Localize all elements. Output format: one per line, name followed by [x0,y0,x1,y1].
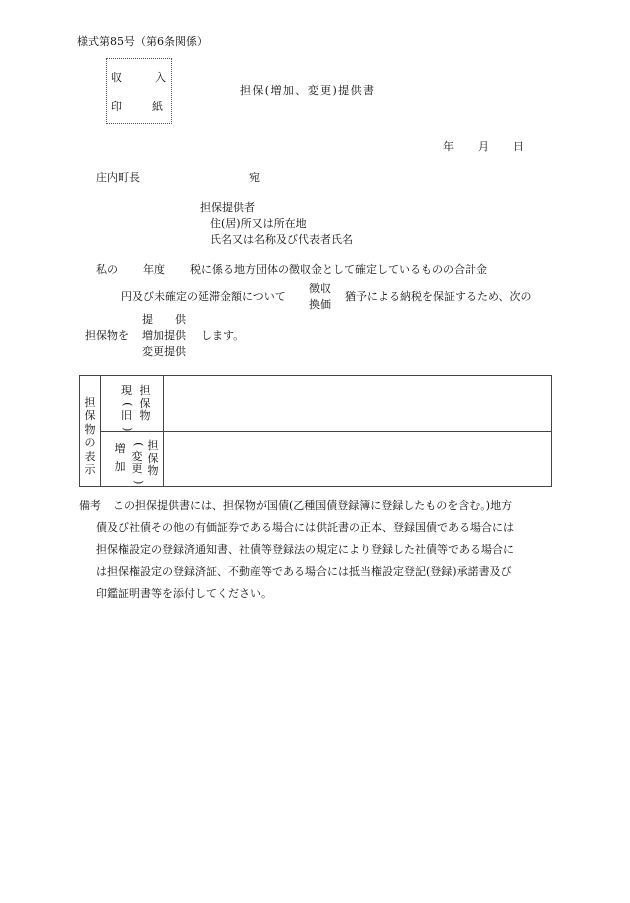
current-char: 現 [121,384,132,397]
stamp-label: 入 [155,71,166,84]
option-collection: 徴収 [309,282,331,295]
provider-heading: 担保提供者 [200,201,255,214]
remarks-line: は担保権設定の登録済証、不動産等である場合には抵当権設定登記(登録)承諾書及び [96,565,512,578]
body-text: 円及び未確定の延滞金額について [121,290,286,303]
provider-address-label: 住(居)所又は所在地 [210,217,307,230]
option-conversion: 換価 [309,298,331,311]
remarks-line: 債及び社債その他の有価証券である場合には供託書の正本、登録国債である場合には [96,521,514,534]
remarks-line: この担保提供書には、担保物が国債(乙種国債登録簿に登録したものを含む。)地方 [113,499,513,512]
collateral-side-label: 担保物の表示 [84,396,96,477]
body-text: 私の [96,263,118,276]
row-current-collateral-label: 担保物 [139,384,151,423]
increase-collateral-field[interactable] [164,432,552,486]
option-change-provide: 変更提供 [142,345,186,358]
form-number: 様式第85号（第6条関係） [77,35,208,48]
old-char: 旧 [121,409,132,423]
remarks-label: 備考 [79,499,101,512]
page-title: 担保(増加、変更)提供書 [240,84,376,97]
current-collateral-field[interactable] [164,377,552,430]
stamp-label: 印 [111,100,122,113]
row-increase-collateral-label: 担保物 [147,439,159,478]
addressee-suffix: 宛 [249,171,260,184]
stamp-label: 紙 [152,100,163,113]
date-day-label: 日 [513,140,524,153]
option-additional-provide: 増加提供 [142,329,186,342]
row-current-label: 現 ( 旧 ) [120,384,134,432]
change-chars: 変更 [131,449,143,476]
body-text: 税に係る地方団体の徴収金として確定しているものの合計金 [190,263,487,276]
body-text: します。 [201,329,245,342]
revenue-stamp-box [106,58,172,124]
body-text: 年度 [143,263,165,276]
remarks-line: 担保権設定の登録済通知書、社債等登録法の規定により登録した社債等である場合に [96,543,514,556]
stamp-label: 収 [111,71,122,84]
date-month-label: 月 [478,140,489,153]
date-year-label: 年 [443,140,454,153]
row-change-label: ( 変更 ) [131,442,145,485]
addressee-name: 庄内町長 [96,171,140,184]
row-increase-label: 増加 [114,442,126,473]
body-text: 猶予による納税を保証するため、次の [345,290,532,303]
body-text: 担保物を [85,329,129,342]
remarks-line: 印鑑証明書等を添付してください。 [96,587,272,600]
collateral-table [79,375,552,487]
option-provide: 提 供 [142,313,186,326]
provider-name-label: 氏名又は名称及び代表者氏名 [210,233,353,246]
